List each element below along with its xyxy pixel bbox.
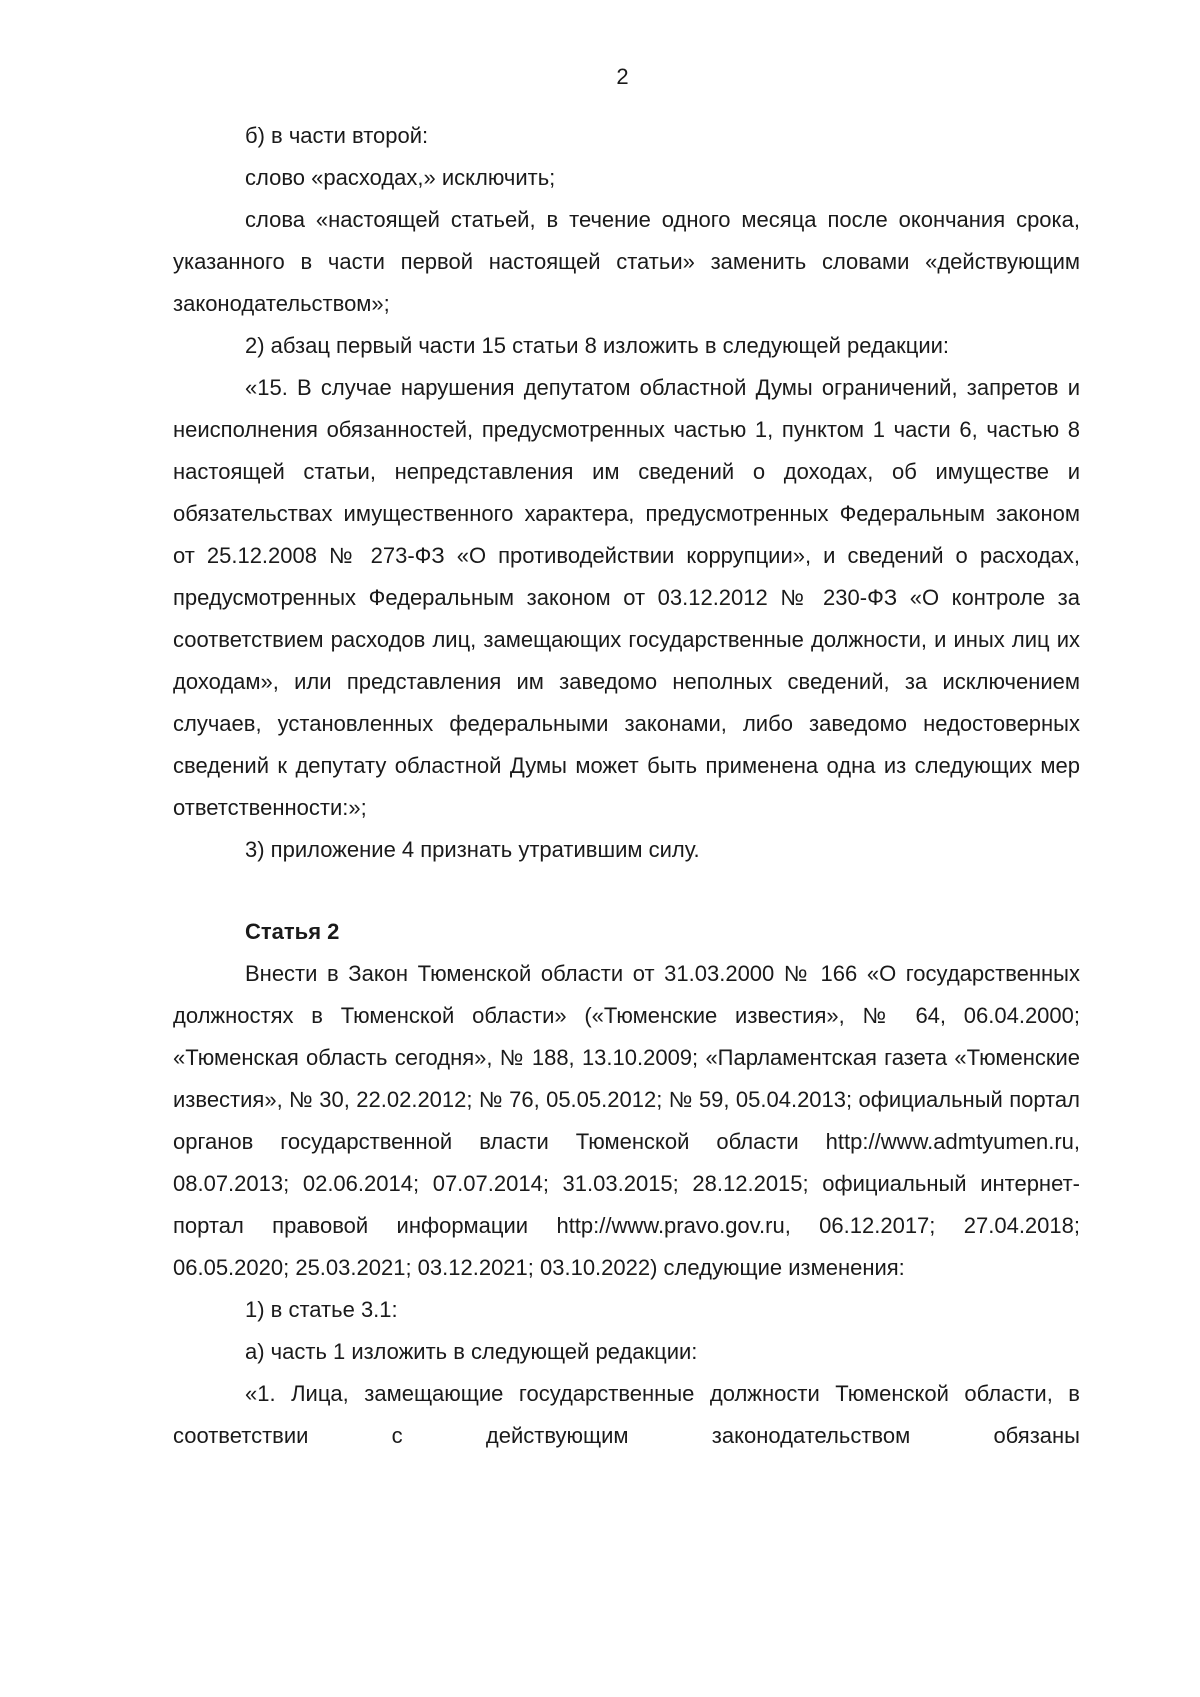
section-spacer <box>173 871 1080 911</box>
paragraph-item-3: 3) приложение 4 признать утратившим силу. <box>245 837 700 862</box>
document-body <box>173 115 1080 1457</box>
paragraph-part-1-edit: а) часть 1 изложить в следующей редакции: <box>245 1339 698 1364</box>
paragraph-exclude-word: слово «расходах,» исключить; <box>245 165 556 190</box>
page-number: 2 <box>616 64 629 89</box>
paragraph-article-2-intro: Внести в Закон Тюменской области от 31.03.2000 № 166 «О государственных должностях в Тюменской области» («Тюменские известия», № 64, 06.04.2000; «Тюменская область сегодня», № 188, 13.10.2009; «Парламентская газета «Тюменские известия», № 30, 22.02.2012; № 76, 05.05.2012; № 59, 05.04.2013; официальный портал органов государственной власти Тюменской области http://www.admtyumen.ru, 08.07.2013; 02.06.2014; 07.07.2014; 31.03.2015; 28.12.2015; официальный интернет-портал правовой информации http://www.pravo.gov.ru, 06.12.2017; 27.04.2018; 06.05.2020; 25.03.2021; 03.12.2021; 03.10.2022) следующие изменения: <box>173 961 1080 1280</box>
paragraph-part-15-text: «15. В случае нарушения депутатом областной Думы ограничений, запретов и неисполнения обязанностей, предусмотренных частью 1, пунктом 1 части 6, частью 8 настоящей статьи, непредставления им сведений о доходах, об имуществе и обязательствах имущественного характера, предусмотренных Федеральным законом от 25.12.2008 № 273-ФЗ «О противодействии коррупции», и сведений о расходах, предусмотренных Федеральным законом от 03.12.2012 № 230-ФЗ «О контроле за соответствием расходов лиц, замещающих государственные должности, и иных лиц их доходам», или представления им заведомо неполных сведений, за исключением случаев, установленных федеральными законами, либо заведомо недостоверных сведений к депутату областной Думы может быть применена одна из следующих мер ответственности:»; <box>173 375 1080 820</box>
paragraph-subitem-b: б) в части второй: <box>245 123 429 148</box>
paragraph-replace-words: слова «настоящей статьей, в течение одного месяца после окончания срока, указанного в части первой настоящей статьи» заменить словами «действующим законодательством»; <box>173 207 1080 316</box>
paragraph-part-1-text: «1. Лица, замещающие государственные должности Тюменской области, в соответствии с действующим законодательством обязаны <box>173 1381 1080 1448</box>
paragraph-article-3-1: 1) в статье 3.1: <box>245 1297 398 1322</box>
paragraph-item-2: 2) абзац первый части 15 статьи 8 изложить в следующей редакции: <box>245 333 950 358</box>
article-heading: Статья 2 <box>245 919 340 944</box>
